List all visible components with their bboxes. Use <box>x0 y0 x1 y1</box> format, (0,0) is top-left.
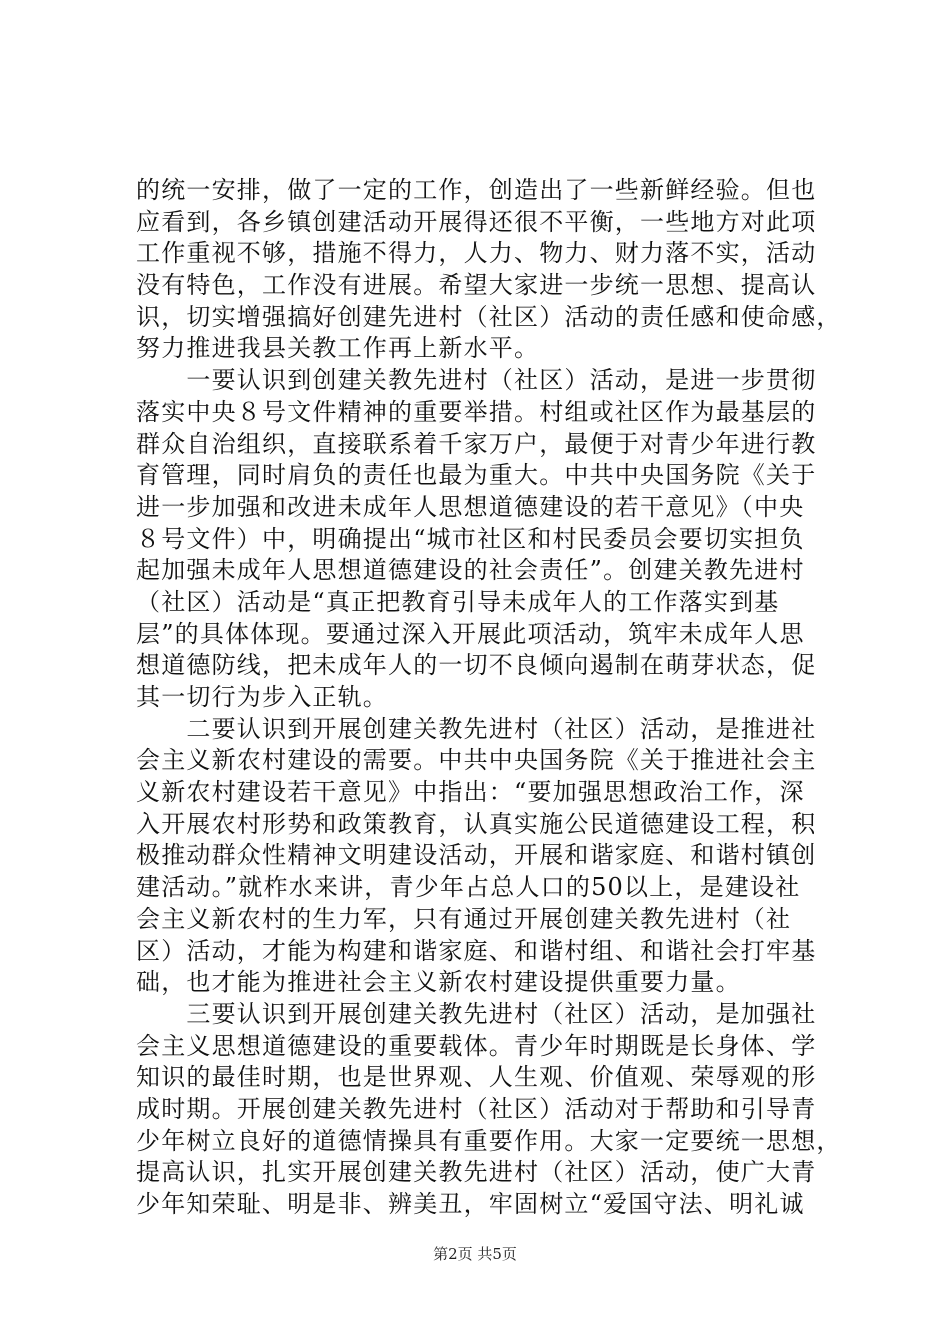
text-line: 进一步加强和改进未成年人思想道德建设的若干意见》（中央 <box>136 492 805 521</box>
text-line: 起加强未成年人思想道德建设的社会责任”。创建关教先进村 <box>136 556 805 585</box>
text-line: 会主义思想道德建设的重要载体。青少年时期既是长身体、学 <box>136 1031 817 1060</box>
text-line: （社区）活动是“真正把教育引导未成年人的工作落实到基 <box>136 587 780 616</box>
text-line: 想道德防线，把未成年人的一切不良倾向遏制在萌芽状态，促 <box>136 651 817 680</box>
page-footer: 第2页 共5页 <box>433 1245 517 1263</box>
text-line: 知识的最佳时期，也是世界观、人生观、价值观、荣辱观的形 <box>136 1063 817 1092</box>
text-line: ８号文件）中，明确提出“城市社区和村民委员会要切实担负 <box>136 524 805 553</box>
text-line: 努力推进我县关教工作再上新水平。 <box>136 334 540 363</box>
text-line: 区）活动，才能为构建和谐家庭、和谐村组、和谐社会打牢基 <box>136 936 817 965</box>
text-line: 的统一安排，做了一定的工作，创造出了一些新鲜经验。但也 <box>136 176 817 204</box>
text-line: 极推动群众性精神文明建设活动，开展和谐家庭、和谐村镇创 <box>136 841 817 870</box>
text-line: 少年树立良好的道德情操具有重要作用。大家一定要统一思想， <box>136 1126 842 1155</box>
text-line: 义新农村建设若干意见》中指出：“要加强思想政治工作，深 <box>136 778 805 807</box>
text-line: 二要认识到开展创建关教先进村（社区）活动，是推进社 <box>136 714 817 743</box>
text-line: 育管理，同时肩负的责任也最为重大。中共中央国务院《关于 <box>136 461 817 490</box>
text-line: 应看到，各乡镇创建活动开展得还很不平衡，一些地方对此项 <box>136 207 817 236</box>
body-text <box>136 175 842 1221</box>
text-line: 入开展农村形势和政策教育，认真实施公民道德建设工程，积 <box>136 809 817 838</box>
text-line: 会主义新农村的生力军，只有通过开展创建关教先进村（社 <box>136 904 792 933</box>
text-line: 层”的具体体现。要通过深入开展此项活动，筑牢未成年人思 <box>136 619 805 648</box>
text-line: 群众自治组织，直接联系着千家万户，最便于对青少年进行教 <box>136 429 817 458</box>
text-line: 建活动。”就柞水来讲，青少年占总人口的50以上，是建设社 <box>136 873 801 902</box>
text-line: 没有特色，工作没有进展。希望大家进一步统一思想、提高认 <box>136 271 817 300</box>
text-line: 工作重视不够，措施不得力，人力、物力、财力落不实，活动 <box>136 239 817 268</box>
text-line: 三要认识到开展创建关教先进村（社区）活动，是加强社 <box>136 999 817 1028</box>
text-line: 会主义新农村建设的需要。中共中央国务院《关于推进社会主 <box>136 746 817 775</box>
text-line: 其一切行为步入正轨。 <box>136 683 388 711</box>
text-line: 础，也才能为推进社会主义新农村建设提供重要力量。 <box>136 968 741 997</box>
text-line: 落实中央８号文件精神的重要举措。村组或社区作为最基层的 <box>136 397 817 426</box>
text-line: 提高认识，扎实开展创建关教先进村（社区）活动，使广大青 <box>136 1158 817 1187</box>
text-line: 一要认识到创建关教先进村（社区）活动，是进一步贯彻 <box>136 366 817 395</box>
text-line: 少年知荣耻、明是非、辨美丑，牢固树立“爱国守法、明礼诚 <box>136 1190 805 1218</box>
text-line: 识，切实增强搞好创建先进村（社区）活动的责任感和使命感， <box>136 302 842 331</box>
text-line: 成时期。开展创建关教先进村（社区）活动对于帮助和引导青 <box>136 1094 817 1123</box>
